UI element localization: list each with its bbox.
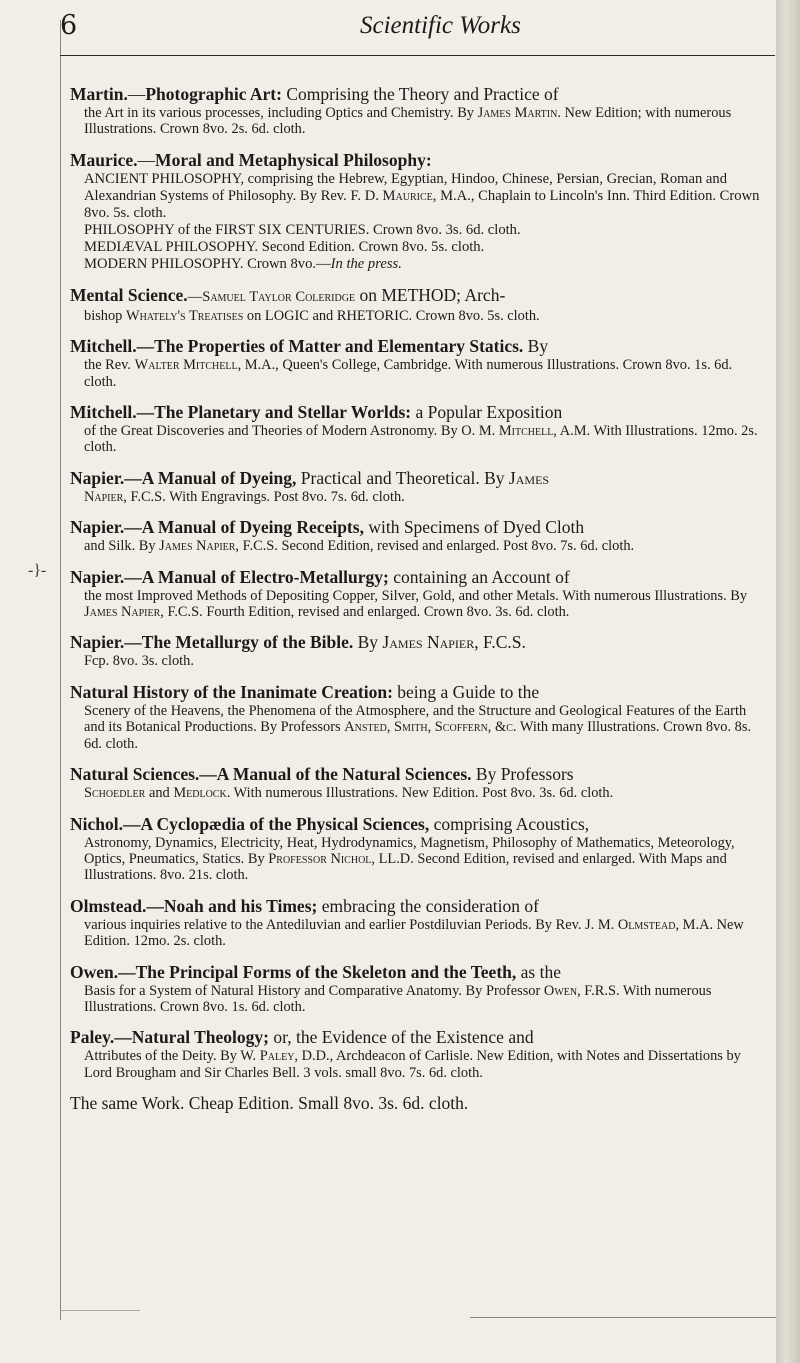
entry-detail-publication: on LOGIC and RHETORIC. Crown 8vo. 5s. cloth. (246, 307, 540, 324)
entry-author: Nichol. (70, 813, 123, 834)
entry-title: —Natural Theology; (114, 1027, 269, 1048)
entry-author-name: James (508, 467, 550, 488)
entry-detail-publication: F.C.S. With Engravings. Post 8vo. 7s. 6d. cloth. (130, 488, 405, 505)
entry-author: Mitchell. (70, 336, 137, 357)
entry-desc: The same Work. Cheap Edition. Small 8vo. 3s. 6d. cloth. (70, 1093, 469, 1114)
entry-desc: or, the Evidence of the Existence and (273, 1027, 534, 1048)
entry-detail: the most Improved Methods of Depositing Copper, Silver, Gold, and other Metals. With numerous Illustrations. By (84, 587, 748, 604)
entry-desc: as the (520, 961, 561, 982)
entry-author: Mitchell. (70, 402, 137, 423)
entry-author: Napier. (70, 517, 125, 538)
entry-detail-publication: With numerous Illustrations. New Edition. Post 8vo. 3s. 6d. cloth. (233, 785, 614, 802)
entry-detail: and Silk. By (84, 538, 156, 555)
entry-desc: containing an Account of (393, 566, 570, 587)
entry-detail: Astronomy, Dynamics, Electricity, Heat, Hydrodynamics, Magnetism, Philosophy of Mathematics, Meteorology, Optics, Pneumatics, Statics. By (84, 834, 735, 867)
entry-author-name: Owen, (543, 982, 581, 999)
entry-author: Napier. (70, 566, 125, 587)
entry-author-name: Professor Nichol, (268, 850, 376, 867)
entry-title: —The Metallurgy of the Bible. (124, 632, 354, 653)
entry-author-name: Whately's Treatises (126, 307, 244, 324)
entry-mitchell-properties-of-matter (70, 336, 760, 390)
entry-on: on (359, 284, 377, 305)
entry-author: Paley. (70, 1027, 115, 1048)
entry-paley-cheap-edition (70, 1093, 760, 1114)
running-title: Scientific Works (360, 12, 521, 39)
entry-detail-publication: LL.D. Second Edition, revised and enlarged. With Maps and Illustrations. 8vo. 21s. cloth. (84, 850, 727, 884)
entry-by: By (457, 105, 474, 121)
entry-title: —A Manual of Dyeing Receipts, (124, 517, 364, 538)
entry-desc: By Professors (475, 764, 574, 785)
entry-author-name: Mitchell, (498, 423, 557, 440)
entry-napier-metallurgy-of-bible (70, 632, 760, 669)
entry-author: Olmstead. (70, 895, 147, 916)
entry-detail-publication: D.D., Archdeacon of Carlisle. New Edition, with Notes and Dissertations by Lord Brougham and Sir Charles Bell. 3 vols. small 8vo. 7s. 6d. cloth. (84, 1048, 741, 1081)
margin-pencil-mark: -}- (28, 562, 47, 579)
entry-detail: Basis for a System of Natural History and Comparative Anatomy. By Professor (84, 982, 541, 999)
entry-desc: embracing the consideration of (321, 895, 539, 916)
in-press-note: In the press. (330, 255, 402, 272)
entry-detail-publication: F.C.S. Fourth Edition, revised and enlarged. Crown 8vo. 3s. 6d. cloth. (167, 604, 570, 621)
sub-entry-ancient-desc: comprising the Hebrew, Egyptian, Hindoo, Chinese, Persian, Grecian, Roman and Alexandrian Systems of Philosophy. By Rev. F. D. (84, 170, 727, 204)
entry-detail-publication: New Edition; with numerous Illustrations. Crown 8vo. 2s. 6d. cloth. (84, 105, 732, 138)
entry-desc: Practical and Theoretical. By (300, 467, 505, 488)
entry-author-name: Olmstead, (617, 916, 680, 933)
entry-author-name: —Samuel Taylor Coleridge (187, 288, 356, 305)
entry-list (70, 84, 760, 1126)
entry-author-name: Schoedler (84, 785, 146, 802)
entry-detail-publication: F.R.S. With numerous Illustrations. Crown 8vo. 1s. 6d. cloth. (84, 982, 712, 1015)
entry-detail-publication: F.C.S. Second Edition, revised and enlarged. Post 8vo. 7s. 6d. cloth. (242, 538, 635, 555)
entry-title: Photographic Art: (145, 84, 282, 104)
footer-rule-left (60, 1310, 140, 1311)
entry-title: —The Principal Forms of the Skeleton and the Teeth, (118, 961, 517, 982)
entry-detail: the Art in its various processes, including Optics and Chemistry. (84, 105, 454, 121)
entry-detail-publication: A.M. With Illustrations. 12mo. 2s. cloth. (84, 423, 758, 456)
entry-napier-dyeing-receipts (70, 517, 760, 554)
entry-author: Mental Science. (70, 284, 188, 305)
entry-author-name: Medlock. (173, 785, 231, 802)
sub-entry-ancient-publication: M.A., Chaplain to Lincoln's Inn. Third Edition. Crown 8vo. 5s. cloth. (84, 187, 760, 221)
entry-author: Natural Sciences. (70, 764, 200, 785)
entry-detail-publication: Fcp. 8vo. 3s. cloth. (84, 653, 194, 670)
entry-title: —A Manual of Electro-Metallurgy; (124, 566, 389, 587)
sub-entry-six-centuries: PHILOSOPHY of the FIRST SIX CENTURIES. Crown 8vo. 3s. 6d. cloth. (84, 221, 521, 238)
entry-title: —Noah and his Times; (146, 895, 318, 916)
entry-natural-history-inanimate-creation (70, 682, 760, 752)
entry-maurice-philosophy: Maurice.—Moral and Metaphysical Philosophy: ANCIENT PHILOSOPHY, comprising the Hebrew, Egyptian, Hindoo, Chinese, Persian, Grecian, Roman and Alexandrian Systems of Philosophy. By Rev. F. D. Maurice, M.A., Chaplain to Lincoln's Inn. Third Edition. Crown 8vo. 5s. cloth. PHILOSOPHY of the FIRST SIX CENTURIES. Crown 8vo. 3s. 6d. cloth. MEDIÆVAL PHILOSOPHY. Second Edition. Crown 8vo. 5s. cloth. MODERN PHILOSOPHY. Crown 8vo.—In the press. (70, 149, 760, 272)
entry-desc: By (357, 632, 379, 653)
entry-title: Natural History of the Inanimate Creation: (70, 681, 393, 702)
entry-desc: By (527, 336, 549, 357)
entry-paley-natural-theology (70, 1027, 760, 1081)
entry-olmstead-noah (70, 896, 760, 950)
entry-detail: Attributes of the Deity. By W. (84, 1048, 257, 1065)
entry-author-name: Napier, (84, 488, 127, 505)
entry-author: Maurice. (70, 149, 138, 170)
entry-desc: comprising Acoustics, (433, 813, 590, 834)
entry-napier-manual-of-dyeing (70, 468, 760, 505)
entry-natural-sciences-manual (70, 764, 760, 801)
entry-detail-publication: M.A. New Edition. 12mo. 2s. cloth. (84, 916, 744, 950)
entry-title: METHOD; (381, 284, 462, 305)
entry-detail: the Rev. (84, 357, 132, 374)
entry-title: —A Cyclopædia of the Physical Sciences, (123, 813, 430, 834)
entry-desc: Comprising the Theory and Practice of (286, 84, 559, 104)
entry-author-name: Ansted, Smith, Scoffern, &c. (344, 719, 517, 736)
entry-desc: with Specimens of Dyed Cloth (368, 517, 585, 538)
entry-title: —A Manual of Dyeing, (124, 467, 297, 488)
entry-author-name: Paley, (259, 1048, 299, 1065)
entry-title: —A Manual of the Natural Sciences. (199, 764, 472, 785)
entry-and: and (148, 785, 170, 802)
entry-desc: Arch- (464, 284, 506, 305)
header-rule (60, 55, 775, 56)
entry-author-name: Maurice, (382, 187, 437, 204)
entry-author-name: James Napier, (159, 538, 240, 555)
entry-author: Napier. (70, 632, 125, 653)
facing-page-edge (776, 0, 800, 1363)
sub-entry-medieval: MEDIÆVAL PHILOSOPHY. Second Edition. Crown 8vo. 5s. cloth. (84, 238, 485, 255)
entry-author: Owen. (70, 961, 119, 982)
entry-detail-publication: With many Illustrations. Crown 8vo. 8s. 6d. cloth. (84, 719, 752, 752)
entry-detail-publication: M.A., Queen's College, Cambridge. With numerous Illustrations. Crown 8vo. 1s. 6d. cloth. (84, 357, 733, 390)
entry-detail: various inquiries relative to the Antediluvian and earlier Postdiluvian Periods. By Rev. J. M. (84, 916, 615, 933)
page-header (60, 10, 777, 56)
entry-detail: of the Great Discoveries and Theories of Modern Astronomy. By O. M. (84, 423, 496, 440)
footer-rule (470, 1317, 777, 1318)
page-number: 6 (60, 10, 78, 41)
entry-detail: Scenery of the Heavens, the Phenomena of the Atmosphere, and the Structure and Geological Features of the Earth and its Botanical Productions. By Professors (84, 702, 747, 736)
entry-nichol-cyclopaedia (70, 814, 760, 884)
entry-title: Moral and Metaphysical Philosophy: (155, 149, 432, 170)
entry-title: —The Properties of Matter and Elementary Statics. (136, 336, 524, 357)
entry-mental-science (70, 285, 760, 324)
entry-desc: a Popular Exposition (415, 402, 563, 423)
entry-detail: bishop (84, 307, 123, 324)
entry-author-name: James Napier, (84, 604, 164, 621)
entry-owen-skeleton-and-teeth (70, 962, 760, 1016)
entry-title: —The Planetary and Stellar Worlds: (136, 402, 412, 423)
entry-napier-electro-metallurgy (70, 567, 760, 621)
entry-author-name: James Napier, (382, 632, 479, 653)
sub-entry-ancient: ANCIENT PHILOSOPHY, (84, 170, 245, 187)
entry-author-name: Walter Mitchell, (134, 357, 242, 374)
entry-martin-photographic-art: Martin.—Photographic Art: Comprising the Theory and Practice of the Art in its various processes, including Optics and Chemistry. By James Martin. New Edition; with numerous Illustrations. Crown 8vo. 2s. 6d. cloth. (70, 84, 732, 138)
entry-desc-suffix: F.C.S. (483, 632, 526, 653)
entry-author: Martin. (70, 84, 128, 104)
entry-author-name: James Martin. (477, 105, 561, 121)
entry-author: Napier. (70, 467, 125, 488)
entry-desc: being a Guide to the (397, 681, 540, 702)
entry-mitchell-planetary-worlds (70, 402, 760, 456)
binding-edge-line (60, 20, 61, 1320)
sub-entry-modern: MODERN PHILOSOPHY. Crown 8vo.— (84, 255, 331, 272)
